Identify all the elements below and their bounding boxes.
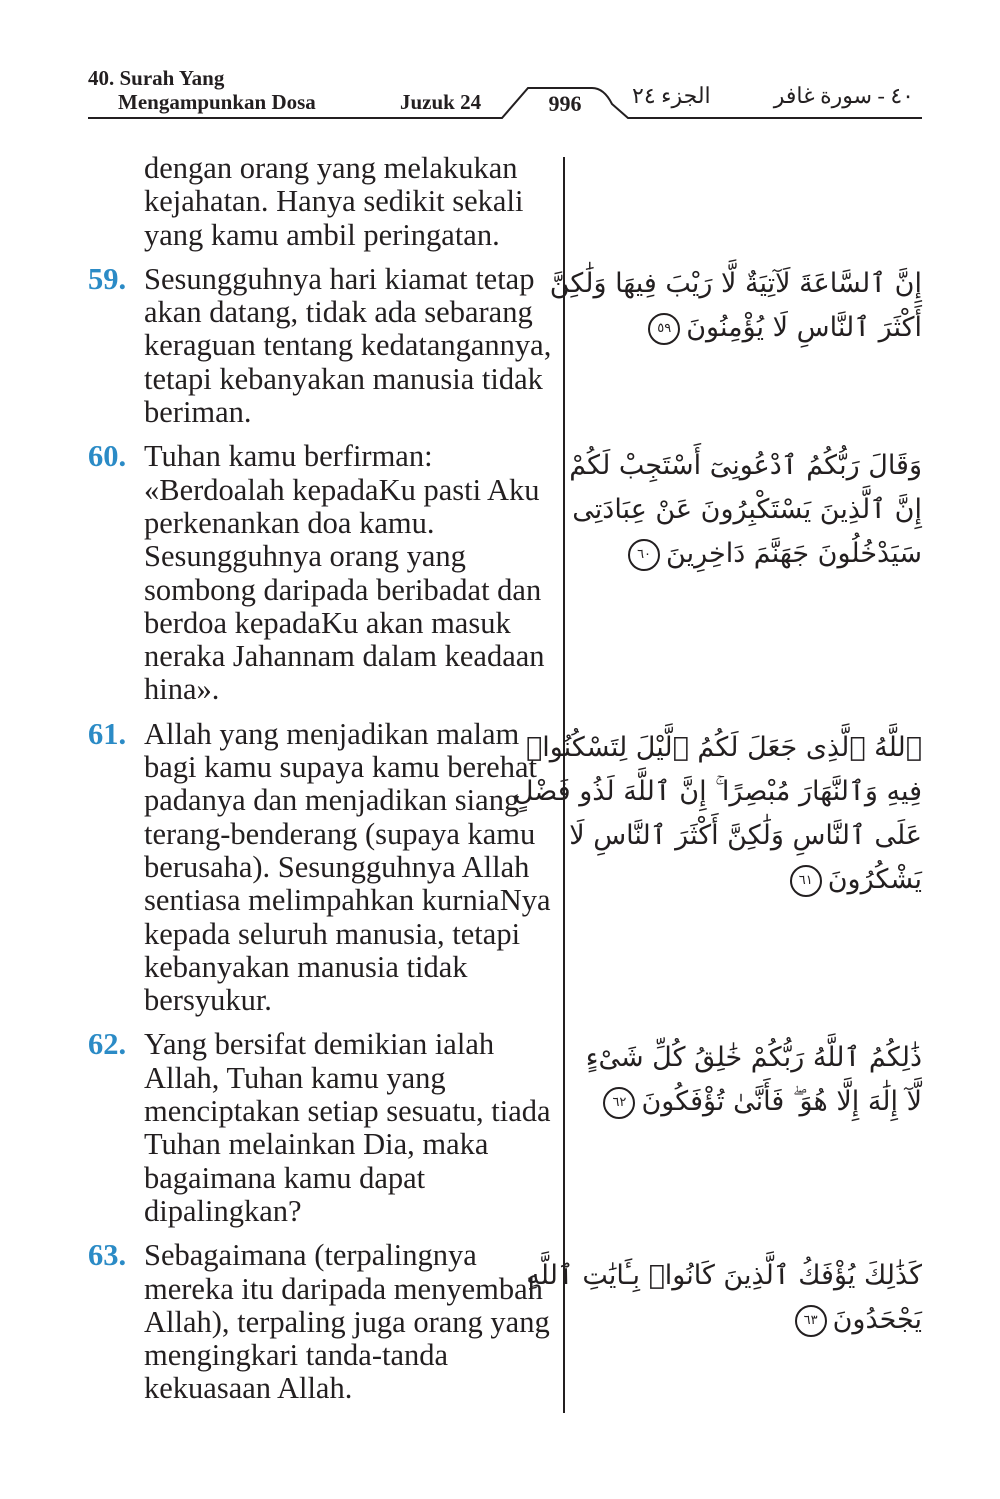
header-surah-title-line1: 40. Surah Yang: [88, 66, 225, 90]
arabic-verse-61: [513, 726, 922, 902]
arabic-verse-59: [549, 262, 922, 350]
arabic-text: لَّآ إِلَٰهَ إِلَّا هُوَ ۖ فَأَنَّىٰ تُؤْفَكُونَ: [641, 1086, 922, 1117]
arabic-verse-63: [526, 1254, 922, 1342]
translation-column: [88, 152, 558, 1417]
arabic-line: إِنَّ ٱلسَّاعَةَ لَآتِيَةٌ لَّا رَيْبَ فِيهَا وَلَٰكِنَّ: [549, 268, 922, 299]
arabic-line: [592, 858, 922, 902]
verse-number: 61.: [88, 716, 127, 751]
arabic-verse-60: [569, 444, 922, 576]
header-surah-title-line2: Mengampunkan Dosa: [118, 90, 316, 114]
verse-number: 63.: [88, 1238, 127, 1273]
page-number: 996: [548, 91, 582, 116]
verse-translation: Yang bersifat demikian ialah Allah, Tuhan kamu yang menciptakan setiap sesuatu, tiada Tuhan melainkan Dia, maka bagaimana kamu dapat dipalingkan?: [144, 1027, 551, 1228]
verse-number: 62.: [88, 1027, 127, 1062]
arabic-line: ذَٰلِكُمُ ٱللَّهُ رَبُّكُمْ خَٰلِقُ كُلِّ شَىْءٍ: [585, 1042, 922, 1073]
arabic-line: [592, 1080, 922, 1124]
arabic-line: [592, 1298, 922, 1342]
arabic-line: عَلَى ٱلنَّاسِ وَلَٰكِنَّ أَكْثَرَ ٱلنَّاسِ لَا: [569, 820, 922, 851]
verse-translation: Tuhan kamu berfirman: «Berdoalah kepadaKu pasti Aku perkenankan doa kamu. Sesungguhnya orang yang sombong daripada beribadat dan berdoa kepadaKu akan masuk neraka Jahannam dalam keadaan hina».: [144, 439, 545, 707]
arabic-line: كَذَٰلِكَ يُؤْفَكُ ٱلَّذِينَ كَانُوا۟ بِـَٔايَٰتِ ٱللَّهِ: [526, 1260, 922, 1291]
header-juzuk: Juzuk 24: [400, 90, 482, 114]
verse-59: [88, 263, 558, 429]
header-arabic-surah: ٤٠ - سورة غافر: [773, 83, 914, 108]
verse-63: [88, 1239, 558, 1405]
continuation-text: dengan orang yang melakukan kejahatan. Hanya sedikit sekali yang kamu ambil peringatan.: [144, 151, 524, 252]
arabic-text: سَيَدْخُلُونَ جَهَنَّمَ دَاخِرِينَ: [666, 538, 922, 569]
verse-translation: Sebagaimana (terpalingnya mereka itu daripada menyembah Allah), terpaling juga orang yang mengingkari tanda-tanda kekuasaan Allah.: [144, 1238, 550, 1406]
arabic-line: فِيهِ وَٱلنَّهَارَ مُبْصِرًا ۚ إِنَّ ٱللَّهَ لَذُو فَضْلٍ: [513, 776, 922, 807]
verse-end-marker-icon: ٦٢: [603, 1087, 635, 1119]
verse-translation: Sesungguhnya hari kiamat tetap akan datang, tidak ada sebarang keraguan tentang kedatangannya, tetapi kebanyakan manusia tidak beriman.: [144, 261, 552, 430]
verse-62: [88, 1028, 558, 1228]
verse-number: 60.: [88, 439, 127, 474]
arabic-verse-62: [585, 1036, 922, 1124]
verse-end-marker-icon: ٥٩: [648, 313, 680, 345]
verse-end-marker-icon: ٦٣: [795, 1305, 827, 1337]
arabic-line: [592, 532, 922, 576]
arabic-text: يَشْكُرُونَ: [827, 864, 922, 895]
verse-translation: Allah yang menjadikan malam bagi kamu supaya kamu berehat padanya dan menjadikan siang terang-benderang (supaya kamu berusaha). Sesungguhnya Allah sentiasa melimpahkan kurniaNya kepada seluruh manusia, tetapi kebanyakan manusia tidak bersyukur.: [144, 716, 551, 1018]
verse-61: [88, 718, 558, 1018]
arabic-text: يَجْحَدُونَ: [832, 1304, 922, 1335]
header-arabic-juz: الجزء ٢٤: [632, 83, 711, 108]
arabic-line: وَقَالَ رَبُّكُمُ ٱدْعُونِىٓ أَسْتَجِبْ لَكُمْ: [569, 450, 922, 481]
verse-60: [88, 440, 558, 706]
verse-end-marker-icon: ٦١: [790, 865, 822, 897]
arabic-line: إِنَّ ٱلَّذِينَ يَسْتَكْبِرُونَ عَنْ عِبَادَتِى: [572, 494, 922, 525]
arabic-text: أَكْثَرَ ٱلنَّاسِ لَا يُؤْمِنُونَ: [686, 312, 922, 343]
verse-number: 59.: [88, 261, 127, 296]
arabic-line: [592, 306, 922, 350]
arabic-line: ٱللَّهُ ٱلَّذِى جَعَلَ لَكُمُ ٱلَّيْلَ لِتَسْكُنُوا۟: [526, 732, 922, 763]
verse-end-marker-icon: ٦٠: [628, 539, 660, 571]
